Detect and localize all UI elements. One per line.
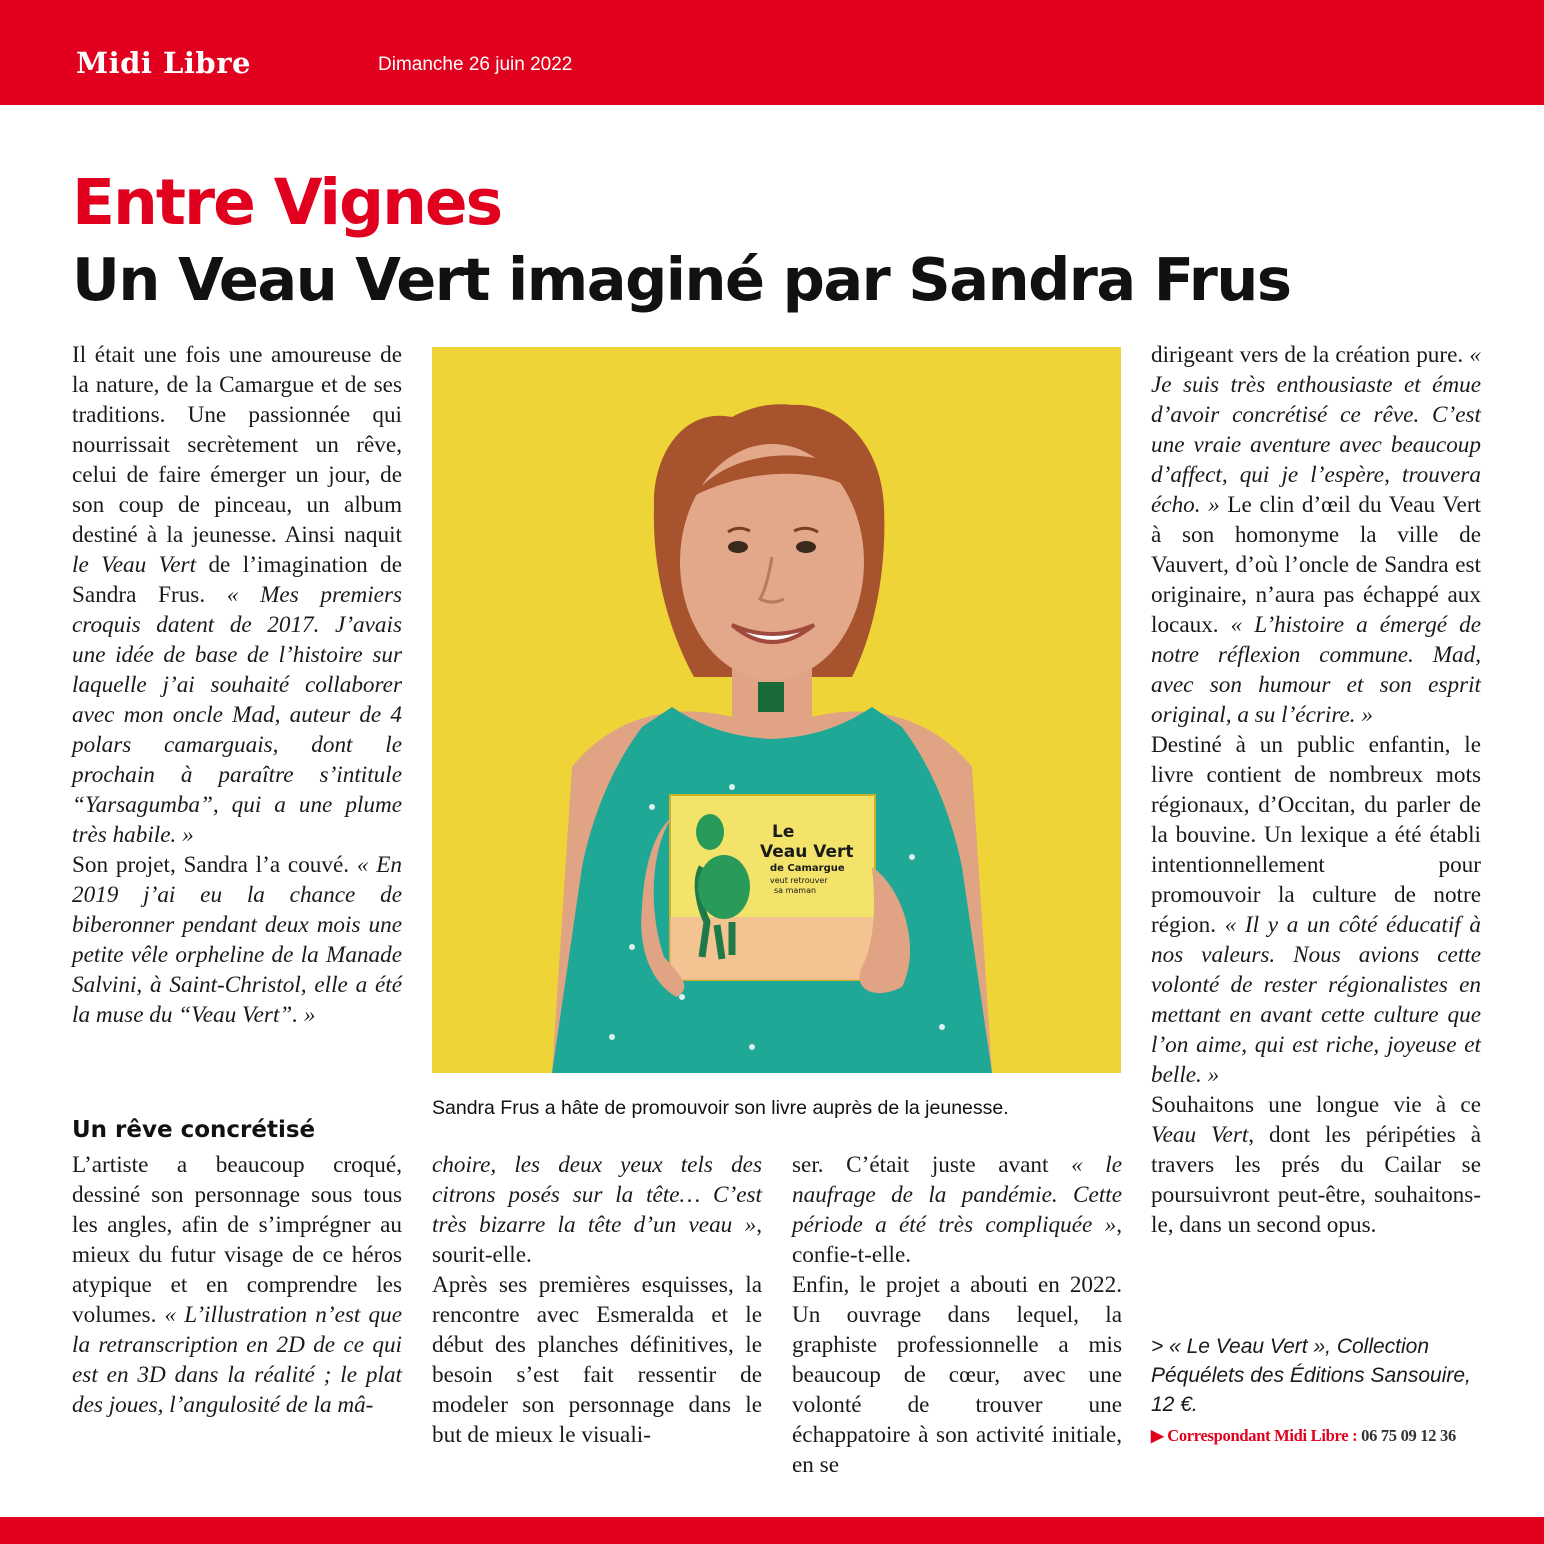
paragraph-artist	[72, 1150, 402, 1420]
italic-quote: « En 2019 j’ai eu la chance de biberonner pendant deux mois une petite vêle orpheline de la Manade Salvini, à Saint-Christol, elle a été la muse du “Veau Vert”. »	[72, 852, 402, 1028]
correspondent-label: Correspondant Midi Libre :	[1167, 1426, 1358, 1445]
text-run: Souhaitons une longue vie à ce	[1151, 1092, 1481, 1118]
italic-quote: « Je suis très enthousiaste et émue d’avoir concrétisé ce rêve. C’est une vraie aventure avec beaucoup d’affect, qui je l’espère, trouvera écho. »	[1151, 342, 1481, 518]
italic-quote: « le naufrage de la pandémie. Cette période a été très compliquée »	[792, 1152, 1122, 1238]
text-run: Le clin d’œil du Veau Vert à son homonyme la ville de Vauvert, d’où l’oncle de Sandra est originaire, n’aura pas échappé aux locaux.	[1151, 492, 1481, 638]
text-run: de l’imagination de Sandra Frus.	[72, 552, 402, 608]
text-run: L’artiste a beaucoup croqué, dessiné son personnage sous tous les angles, afin de s’imprégner au mieux du futur visage de ce héros atypique et en comprendre les volumes.	[72, 1152, 402, 1328]
article-photo	[432, 347, 1121, 1073]
portrait-illustration	[432, 347, 1121, 1073]
issue-date: Dimanche 26 juin 2022	[378, 54, 573, 75]
book-reference: > « Le Veau Vert », Collection Péquélets des Éditions Sansouire, 12 €.	[1151, 1335, 1471, 1416]
text-run: Son projet, Sandra l’a couvé.	[72, 852, 357, 878]
italic-quote: « L’illustration n’est que la retranscription en 2D de ce qui est en 3D dans la réalité ; le plat des joues, l’angulosité de la mâ-	[72, 1302, 403, 1418]
column-intro	[72, 340, 402, 1030]
correspondent-line	[1151, 1426, 1456, 1446]
book-title-5: sa maman	[774, 886, 817, 895]
right-eye	[796, 541, 816, 553]
paragraph-completion: Enfin, le projet a abouti en 2022. Un ouvrage dans lequel, la graphiste professionnelle a mis beaucoup de cœur, avec une volonté de trouver une échappatoire à son activité initiale, en se	[792, 1272, 1122, 1478]
italic-quote: « Il y a un côté éducatif à nos valeurs. Nous avions cette volonté de rester régionalistes en mettant en avant cette culture que l’on aime, qui est riche, joyeuse et belle. »	[1151, 912, 1481, 1088]
text-run: dirigeant vers de la création pure.	[1151, 342, 1470, 368]
correspondent-phone: 06 75 09 12 36	[1357, 1426, 1456, 1445]
photo-caption: Sandra Frus a hâte de promouvoir son livre auprès de la jeunesse.	[432, 1097, 1009, 1119]
book-title-3: de Camargue	[770, 863, 845, 874]
text-run: ser. C’était juste avant	[792, 1152, 1072, 1178]
subheading: Un rêve concrétisé	[72, 1117, 316, 1143]
italic-quote: « Mes premiers croquis datent de 2017. J’avais une idée de base de l’histoire sur laquelle j’ai souhaité collaborer avec mon oncle Mad, auteur de 4 polars camarguais, dont le prochain à paraître s’intitule “Yarsagumba”, qui a une plume très habile. »	[72, 582, 402, 848]
text-run: Destiné à un public enfantin, le livre contient de nombreux mots régionaux, d’Occitan, du parler de la bouvine. Un lexique a été établi intentionnellement pour promouvoir la culture de notre région.	[1151, 732, 1481, 938]
book-title-2: Veau Vert	[760, 842, 854, 862]
paragraph-sketches: Après ses premières esquisses, la rencontre avec Esmeralda et le début des planches définitives, le besoin s’est fait ressentir de modeler son personnage dans le but de mieux le visuali-	[432, 1272, 762, 1448]
column-right	[1151, 340, 1481, 1240]
newspaper-name: Midi Libre	[76, 46, 251, 80]
paragraph-intro	[72, 340, 402, 850]
italic-quote: « L’histoire a émergé de notre réflexion commune. Mad, avec son humour et son esprit original, a su l’écrire. »	[1151, 612, 1482, 728]
book-title-1: Le	[772, 822, 795, 842]
column-dream	[72, 1150, 402, 1420]
paragraph-audience	[1151, 730, 1481, 1090]
column-middle-right	[792, 1150, 1122, 1480]
paragraph-creation	[1151, 340, 1481, 730]
paragraph-jaw	[432, 1150, 762, 1270]
play-arrow-icon: ▶	[1151, 1426, 1164, 1445]
italic-quote: Veau Vert	[1151, 1122, 1249, 1148]
paragraph-pandemic	[792, 1150, 1122, 1270]
text-run: Il était une fois une amoureuse de la nature, de la Camargue et de ses traditions. Une passionnée qui nourrissait secrètement un rêve, celui de faire émerger un jour, de son coup de pinceau, un album destiné à la jeunesse. Ainsi naquit	[72, 342, 402, 548]
left-eye	[728, 541, 748, 553]
italic-quote: choire, les deux yeux tels des citrons posés sur la tête… C’est très bizarre la tête d’un veau »	[432, 1152, 762, 1238]
text-run: , dont les péripéties à travers les prés du Cailar se poursuivront peut-être, souhaitons-le, dans un second opus.	[1151, 1122, 1481, 1238]
paragraph-project	[72, 850, 402, 1030]
section-kicker: Entre Vignes	[72, 166, 502, 239]
italic-quote: le Veau Vert	[72, 552, 197, 578]
column-middle-left	[432, 1150, 762, 1450]
book-title-4: veut retrouver	[770, 876, 828, 885]
text-run: , sourit-elle.	[432, 1212, 762, 1268]
text-run: , confie-t-elle.	[792, 1212, 1122, 1268]
paragraph-closing	[1151, 1090, 1481, 1240]
footer-bar	[0, 1517, 1544, 1544]
article-headline: Un Veau Vert imaginé par Sandra Frus	[72, 245, 1291, 314]
